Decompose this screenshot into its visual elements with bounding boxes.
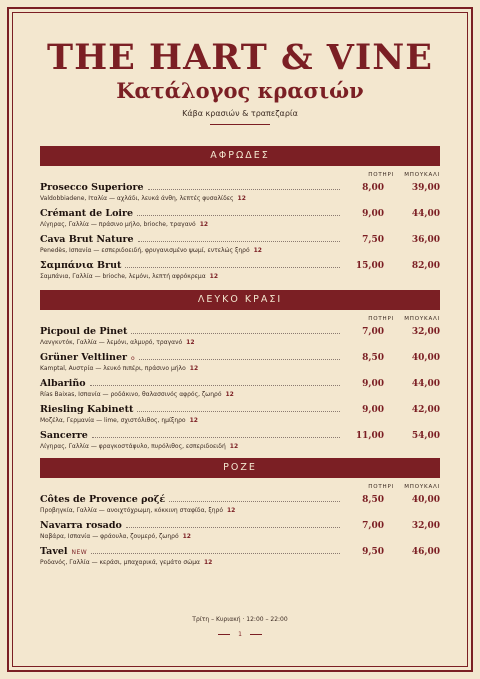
page-title: THE HART & VINE: [47, 37, 433, 78]
wine-name: Navarra rosado: [40, 520, 122, 531]
abv: 12: [189, 417, 198, 424]
bottle-price: 36,00: [411, 235, 440, 245]
abv: 12: [189, 365, 199, 372]
wine-description: Μοζέλα, Γερμανία — lime, σχιστόλιθος, ημίξηρο 12: [40, 417, 198, 424]
abv: 12: [229, 443, 239, 450]
column-headers: [40, 169, 440, 181]
section-title: ΡΟΖΕ: [40, 458, 440, 478]
wine-description: Valdobbiadene, Ιταλία — αχλάδι, λευκά άνθη, λεπτές φυσαλίδες 12: [40, 195, 246, 202]
glass-price: 11,00: [355, 431, 384, 441]
wine-name: Riesling Kabinett: [40, 404, 134, 415]
wine-item: [40, 181, 440, 207]
column-headers: [40, 313, 440, 325]
wine-item: [40, 545, 440, 571]
wine-name: Grüner Veltliner ο: [40, 352, 136, 363]
page-subtitle: Κατάλογος κρασιών: [116, 78, 364, 103]
bottle-price: 46,00: [411, 547, 440, 557]
dot-leader: [137, 410, 340, 412]
dot-leader: [125, 266, 340, 268]
dot-leader: [139, 358, 340, 360]
wine-description: Kamptal, Αυστρία — λευκό πιπέρι, πράσινο μήλο 12: [40, 365, 199, 372]
abv: 12: [253, 247, 262, 254]
col-bottle: ΜΠΟΥΚΑΛΙ: [404, 484, 440, 490]
dot-leader: [137, 214, 340, 216]
glass-price: 15,00: [355, 261, 384, 271]
wine-item: [40, 325, 440, 351]
wine-item: [40, 233, 440, 259]
wine-description: Λανγκντόκ, Γαλλία — λεμόνι, αλμυρό, τραγανό 12: [40, 339, 195, 346]
page-number: 1: [40, 631, 440, 638]
wine-item: [40, 377, 440, 403]
glass-price: 9,00: [362, 209, 384, 219]
wine-name: Picpoul de Pinet: [40, 326, 128, 337]
glass-price: 9,00: [362, 379, 384, 389]
bottle-price: 54,00: [411, 431, 440, 441]
glass-price: 7,50: [362, 235, 384, 245]
column-headers: [40, 481, 440, 493]
section-title: ΑΦΡΩΔΕΣ: [40, 146, 440, 166]
abv: 12: [209, 273, 219, 280]
wine-description: Προβηγκία, Γαλλία — ανοιχτόχρωμη, κόκκινη σταφίδα, ξηρό 12: [40, 507, 236, 514]
bottle-price: 44,00: [411, 209, 440, 219]
col-bottle: ΜΠΟΥΚΑΛΙ: [404, 316, 440, 322]
section-rose: [40, 458, 440, 571]
wine-name: Côtes de Provence ροζέ: [40, 494, 166, 505]
tagline: Κάβα κρασιών & τραπεζαρία: [182, 109, 298, 118]
dot-leader: [131, 332, 340, 334]
bottle-price: 39,00: [411, 183, 440, 193]
col-bottle: ΜΠΟΥΚΑΛΙ: [404, 172, 440, 178]
page-number-rule-left: [218, 634, 230, 635]
tagline-divider: [210, 124, 270, 125]
abv: 12: [227, 507, 236, 514]
wine-description: Λίγηρας, Γαλλία — φραγκοστάφυλο, πυρόλιθος, εσπεριδοειδή 12: [40, 443, 239, 450]
wine-name: Albariño: [40, 378, 86, 389]
wine-description: Rías Baixas, Ισπανία — ροδάκινο, θαλασσινός αφρός, ζωηρό 12: [40, 391, 234, 398]
wine-item: [40, 207, 440, 233]
wine-description: Penedès, Ισπανία — εσπεριδοειδή, φρυγανισμένο ψωμί, εντελώς ξηρό 12: [40, 247, 262, 254]
opening-hours: Τρίτη – Κυριακή · 12:00 – 22:00: [192, 616, 288, 623]
page-number-rule-right: [250, 634, 262, 635]
abv: 12: [182, 533, 191, 540]
wine-name: Tavel NEW: [40, 546, 88, 557]
wine-item: [40, 351, 440, 377]
abv: 12: [203, 559, 213, 566]
dot-leader: [91, 552, 340, 554]
wine-name: Σαμπάνια Brut: [40, 260, 122, 271]
wine-name: Sancerre: [40, 430, 88, 441]
wine-item: [40, 429, 440, 455]
wine-item: [40, 519, 440, 545]
glass-price: 7,00: [362, 327, 384, 337]
dot-leader: [126, 526, 340, 528]
glass-price: 7,00: [362, 521, 384, 531]
glass-price: 9,00: [362, 405, 384, 415]
bottle-price: 40,00: [411, 495, 440, 505]
wine-name: Prosecco Superiore: [40, 182, 144, 193]
col-glass: ΠΟΤΗΡΙ: [368, 484, 394, 490]
dot-leader: [138, 240, 340, 242]
wine-item: [40, 493, 440, 519]
wine-badge: ο: [131, 355, 136, 362]
section-sparkling: [40, 146, 440, 285]
dot-leader: [148, 188, 340, 190]
new-badge: NEW: [71, 549, 88, 556]
wine-description: Σαμπάνια, Γαλλία — brioche, λεμόνι, λεπτή αφρόκρεμα 12: [40, 273, 219, 280]
wine-item: [40, 403, 440, 429]
wine-description: Ροδανός, Γαλλία — κεράσι, μπαχαρικά, γεμάτο σώμα 12: [40, 559, 213, 566]
bottle-price: 40,00: [411, 353, 440, 363]
wine-item: [40, 259, 440, 285]
glass-price: 8,50: [362, 495, 384, 505]
dot-leader: [90, 384, 340, 386]
glass-price: 8,50: [362, 353, 384, 363]
bottle-price: 32,00: [411, 521, 440, 531]
abv: 12: [199, 221, 209, 228]
section-white: [40, 290, 440, 455]
dot-leader: [92, 436, 340, 438]
bottle-price: 42,00: [411, 405, 440, 415]
bottle-price: 44,00: [411, 379, 440, 389]
abv: 12: [237, 195, 246, 202]
wine-description: Λίγηρας, Γαλλία — πράσινο μήλο, brioche, τραγανό 12: [40, 221, 209, 228]
bottle-price: 32,00: [411, 327, 440, 337]
col-glass: ΠΟΤΗΡΙ: [368, 316, 394, 322]
bottle-price: 82,00: [411, 261, 440, 271]
wine-description: Ναβάρα, Ισπανία — φράουλα, ζουμερό, ζωηρό 12: [40, 533, 191, 540]
section-title: ΛΕΥΚΟ ΚΡΑΣΙ: [40, 290, 440, 310]
glass-price: 9,50: [362, 547, 384, 557]
glass-price: 8,00: [362, 183, 384, 193]
abv: 12: [225, 391, 234, 398]
col-glass: ΠΟΤΗΡΙ: [368, 172, 394, 178]
abv: 12: [186, 339, 195, 346]
wine-name: Crémant de Loire: [40, 208, 134, 219]
wine-name: Cava Brut Nature: [40, 234, 134, 245]
dot-leader: [169, 500, 340, 502]
